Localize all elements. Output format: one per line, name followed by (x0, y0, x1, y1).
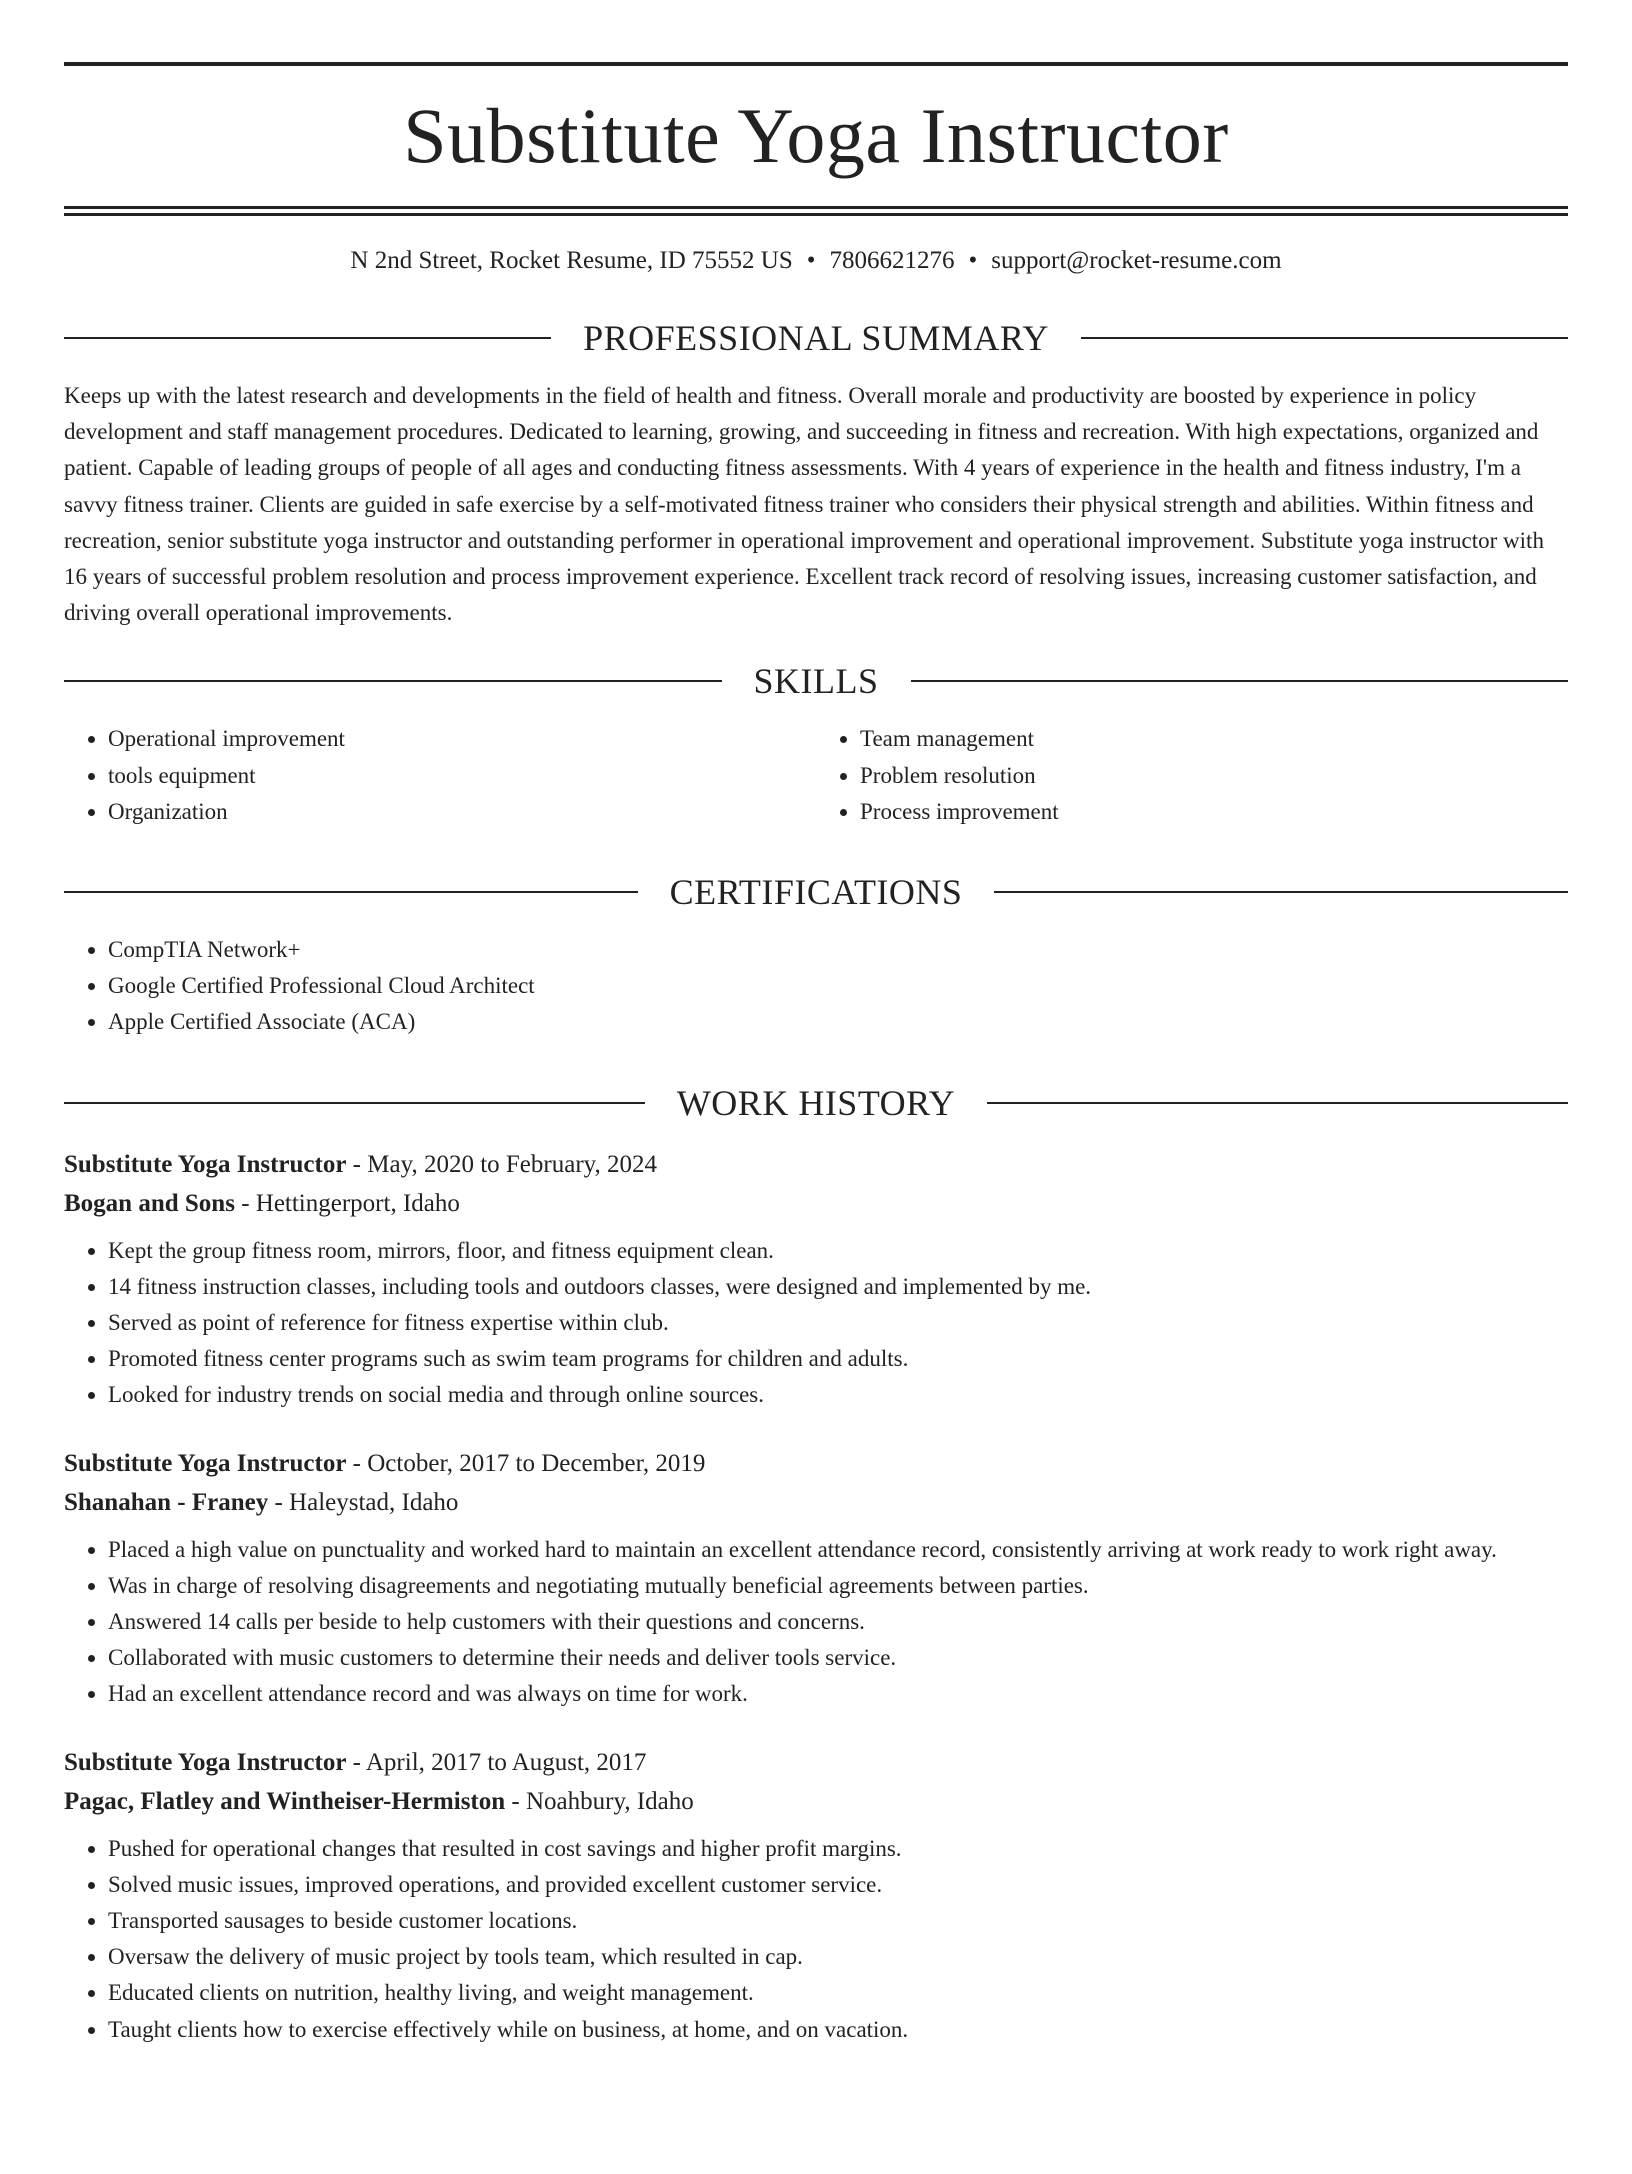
job-entry (64, 1145, 1568, 1414)
job-location: - Haleystad, Idaho (268, 1488, 459, 1516)
skill-item: • Process improvement (860, 794, 1568, 830)
job-bullet: • Served as point of reference for fitness expertise within club. (108, 1305, 1568, 1341)
section-title: SKILLS (753, 661, 879, 702)
job-bullets (64, 1831, 1568, 2048)
job-company-line (64, 1782, 1568, 1821)
section-title: CERTIFICATIONS (669, 872, 963, 913)
job-company: Shanahan - Franey (64, 1488, 269, 1516)
skills-column-right (816, 721, 1568, 830)
section-title: WORK HISTORY (676, 1082, 956, 1123)
job-company-line (64, 1483, 1568, 1522)
job-company-line (64, 1184, 1568, 1223)
job-bullet: • Kept the group fitness room, mirrors, floor, and fitness equipment clean. (108, 1233, 1568, 1269)
job-dates: - April, 2017 to August, 2017 (346, 1748, 647, 1776)
heading-rule-right (987, 1102, 1568, 1104)
job-title-line (64, 1444, 1568, 1483)
job-location: - Noahbury, Idaho (505, 1787, 694, 1815)
job-bullet: • Collaborated with music customers to determine their needs and deliver tools service. (108, 1640, 1568, 1676)
job-bullet: • Answered 14 calls per beside to help customers with their questions and concerns. (108, 1604, 1568, 1640)
certification-item: • Apple Certified Associate (ACA) (108, 1004, 1568, 1040)
skill-item: • tools equipment (108, 758, 816, 794)
skill-item: • Team management (860, 721, 1568, 757)
job-bullet: • Had an excellent attendance record and was always on time for work. (108, 1676, 1568, 1712)
job-bullet: • Looked for industry trends on social media and through online sources. (108, 1377, 1568, 1413)
skill-item: • Organization (108, 794, 816, 830)
heading-rule-left (64, 337, 551, 339)
resume-title: Substitute Yoga Instructor (403, 92, 1229, 179)
contact-separator: • (968, 247, 978, 274)
header-top-rule (64, 62, 1568, 66)
section-heading-skills (64, 661, 1568, 701)
heading-rule-left (64, 891, 638, 893)
section-heading-work-history (64, 1083, 1568, 1123)
certification-item: • CompTIA Network+ (108, 932, 1568, 968)
skills-grid (64, 721, 1568, 830)
job-title: Substitute Yoga Instructor (64, 1150, 347, 1178)
job-title-line (64, 1145, 1568, 1184)
heading-rule-right (911, 680, 1569, 682)
job-bullet: • Promoted fitness center programs such as swim team programs for children and adults. (108, 1341, 1568, 1377)
heading-rule-right (1081, 337, 1568, 339)
certification-item: • Google Certified Professional Cloud Architect (108, 968, 1568, 1004)
job-title: Substitute Yoga Instructor (64, 1449, 347, 1477)
job-company: Bogan and Sons (64, 1189, 235, 1217)
skill-item: • Operational improvement (108, 721, 816, 757)
section-heading-certifications (64, 872, 1568, 912)
job-bullet: • Transported sausages to beside customer locations. (108, 1903, 1568, 1939)
job-entry (64, 1444, 1568, 1713)
heading-rule-left (64, 680, 722, 682)
heading-rule-right (994, 891, 1568, 893)
job-bullets (64, 1532, 1568, 1713)
section-title: PROFESSIONAL SUMMARY (583, 318, 1049, 358)
job-dates: - May, 2020 to February, 2024 (346, 1150, 658, 1178)
job-title: Substitute Yoga Instructor (64, 1748, 347, 1776)
summary-paragraph: Keeps up with the latest research and developments in the field of health and fitness. Overall morale and productivity are boosted by experience in policy development and staff management procedures. Dedicated to learning, growing, and succeeding in fitness and recreation. With high expectations, organized and patient. Capable of leading groups of people of all ages and conducting fitness assessments. With 4 years of experience in the health and fitness industry, I'm a savvy fitness trainer. Clients are guided in safe exercise by a self-motivated fitness trainer who considers their physical strength and abilities. Within fitness and recreation, senior substitute yoga instructor and outstanding performer in operational improvement and operational improvement. Substitute yoga instructor with 16 years of successful problem resolution and process improvement experience. Excellent track record of resolving issues, increasing customer satisfaction, and driving overall operational improvements. (64, 383, 1544, 626)
section-heading-summary (64, 318, 1568, 358)
skill-item: • Problem resolution (860, 758, 1568, 794)
job-bullet: • 14 fitness instruction classes, including tools and outdoors classes, were designed and implemented by me. (108, 1269, 1568, 1305)
job-bullet: • Solved music issues, improved operations, and provided excellent customer service. (108, 1867, 1568, 1903)
job-company: Pagac, Flatley and Wintheiser-Hermiston (64, 1787, 506, 1815)
job-bullet: • Oversaw the delivery of music project by tools team, which resulted in cap. (108, 1939, 1568, 1975)
job-title-line (64, 1743, 1568, 1782)
job-bullet: • Pushed for operational changes that resulted in cost savings and higher profit margins. (108, 1831, 1568, 1867)
job-bullet: • Placed a high value on punctuality and worked hard to maintain an excellent attendance record, consistently arriving at work ready to work right away. (108, 1532, 1568, 1568)
contact-email: support@rocket-resume.com (991, 247, 1282, 274)
job-location: - Hettingerport, Idaho (234, 1189, 460, 1217)
job-bullets (64, 1233, 1568, 1414)
job-bullet: • Educated clients on nutrition, healthy living, and weight management. (108, 1975, 1568, 2011)
job-entry (64, 1743, 1568, 2048)
contact-separator: • (806, 247, 816, 274)
header-double-rule (64, 206, 1568, 216)
job-dates: - October, 2017 to December, 2019 (346, 1449, 706, 1477)
heading-rule-left (64, 1102, 645, 1104)
job-bullet: • Was in charge of resolving disagreements and negotiating mutually beneficial agreements between parties. (108, 1568, 1568, 1604)
contact-line (64, 246, 1568, 276)
contact-phone: 7806621276 (829, 247, 955, 274)
certifications-list (64, 932, 1568, 1041)
resume-page (0, 62, 1632, 2174)
contact-address: N 2nd Street, Rocket Resume, ID 75552 US (350, 247, 793, 274)
skills-column-left (64, 721, 816, 830)
job-bullet: • Taught clients how to exercise effectively while on business, at home, and on vacation. (108, 2012, 1568, 2048)
